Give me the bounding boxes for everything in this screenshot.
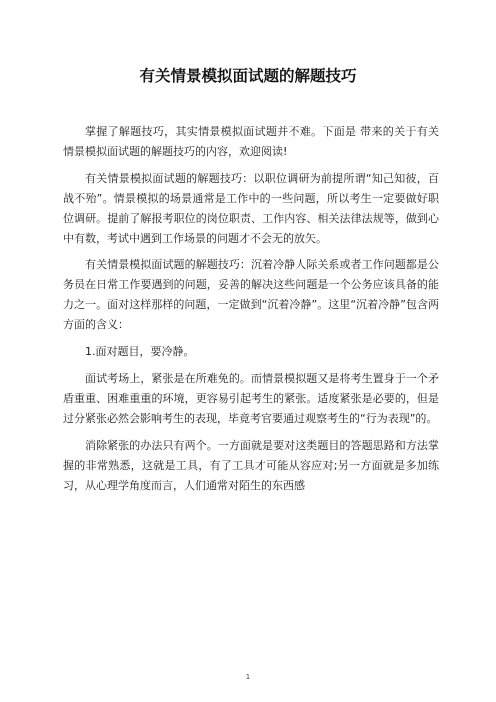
paragraph-eliminate-nervousness: 消除紧张的办法只有两个。一方面就是要对这类题目的答题思路和方法掌握的非常熟悉，这就是工具，有了工具才可能从容应对;另一方面就是多加练习，从心理学角度而言，人们通常对陌生的东西感	[63, 438, 439, 492]
paragraph-stay-calm: 有关情景模拟面试题的解题技巧：沉着冷静人际关系或者工作问题都是公务员在日常工作要遇到的问题，妥善的解决这些问题是一个公务应该具备的能力之一。面对这样那样的问题，一定做到“沉着冷静”。这里“沉着冷静”包含两方面的含义：	[63, 258, 439, 332]
paragraph-point-1: 1.面对题目，要冷静。	[85, 345, 195, 359]
paragraph-intro: 掌握了解题技巧，其实情景模拟面试题并不难。下面是 带来的关于有关情景模拟面试题的解题技巧的内容，欢迎阅读!	[63, 125, 439, 158]
paragraph-job-research: 有关情景模拟面试题的解题技巧：以职位调研为前提所谓“知己知彼，百战不殆”。情景模拟的场景通常是工作中的一些问题，所以考生一定要做好职位调研。提前了解报考职位的岗位职责、工作内容、相关法律法规等，做到心中有数，考试中遇到工作场景的问题才不会无的放矢。	[63, 171, 439, 245]
document-body	[63, 122, 439, 502]
paragraph-nervousness: 面试考场上，紧张是在所难免的。而情景模拟题又是将考生置身于一个矛盾重重、困难重重的环境，更容易引起考生的紧张。适度紧张是必要的，但是过分紧张必然会影响考生的表现，毕竟考官要通过观察考生的“行为表现”的。	[63, 371, 439, 425]
document-title: 有关情景模拟面试题的解题技巧	[139, 67, 357, 85]
page-number: 1	[245, 673, 251, 681]
